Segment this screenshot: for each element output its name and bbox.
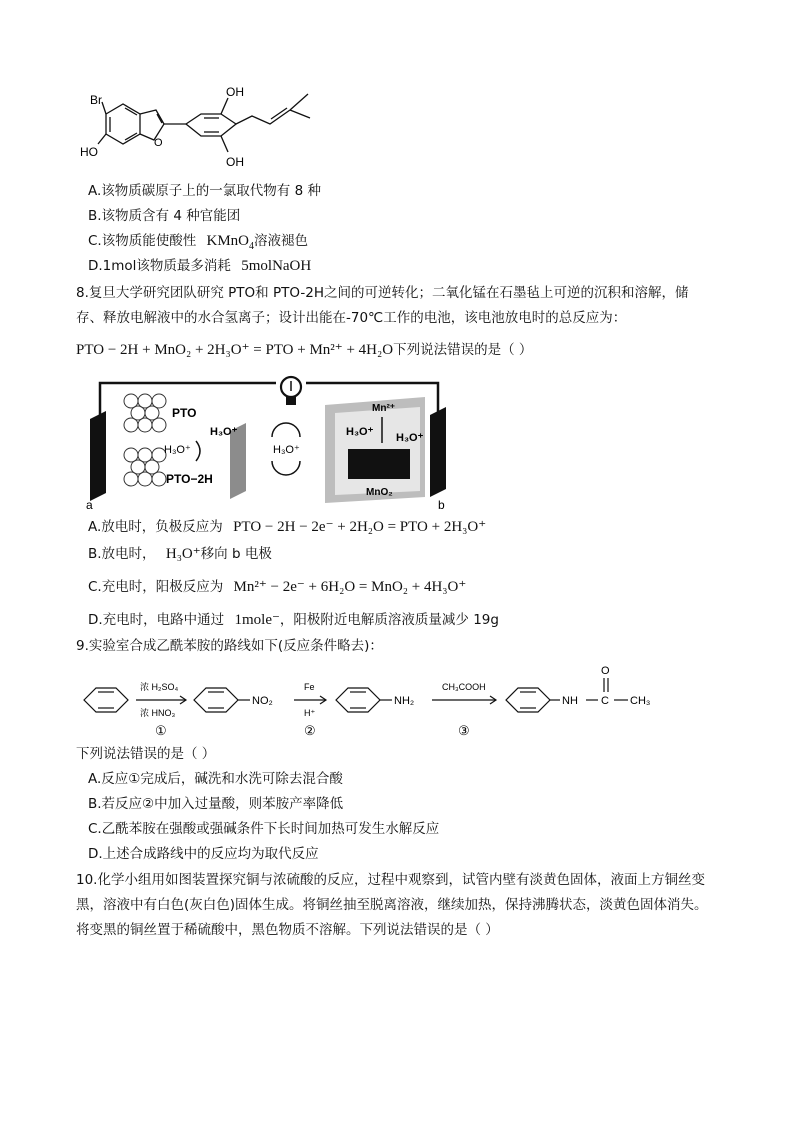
q9-option-b: B.若反应②中加入过量酸，则苯胺产率降低 xyxy=(88,796,344,812)
q8-stem-line-1: 8.复旦大学研究团队研究 PTO和 PTO-2H之间的可逆转化；二氧化锰在石墨毡上可逆的沉积和溶解，储 xyxy=(76,285,689,301)
pto2h-label: PTO−2H xyxy=(166,472,213,486)
q8-total-equation: PTO − 2H + MnO₂ + 2H₃O⁺ = PTO + Mn²⁺ + 4H₂O xyxy=(76,342,394,358)
electrode-a xyxy=(90,411,106,501)
nh-label: NH xyxy=(562,695,578,707)
step1-number: ① xyxy=(155,723,167,738)
q7-structure-figure xyxy=(76,84,336,174)
left-exchange-arrow-icon xyxy=(196,441,200,461)
q10-stem-line-3: 将变黑的铜丝置于稀硫酸中，黑色物质不溶解。下列说法错误的是（ ） xyxy=(76,922,499,938)
naoh-amount: 5molNaOH xyxy=(241,258,312,274)
q7-option-c-text: C.该物质能使酸性 xyxy=(88,233,197,249)
ch3-label: CH₃ xyxy=(630,695,651,707)
q8-option-c-equation: Mn²⁺ − 2e⁻ + 6H₂O = MnO₂ + 4H₃O⁺ xyxy=(233,579,467,595)
q10-stem-line-2: 黑，溶液中有白色(灰白色)固体生成。将铜丝抽至脱离溶液，继续加热，保持沸腾状态，淡黄色固体消失。 xyxy=(76,897,708,913)
q10-stem-line-1: 10.化学小组用如图装置探究铜与浓硫酸的反应，过程中观察到，试管内壁有淡黄色固体，液面上方铜丝变 xyxy=(76,872,705,888)
br-label: Br xyxy=(90,93,102,107)
h3o-middle-label: H₃O⁺ xyxy=(273,444,300,456)
step2-reagent-top: Fe xyxy=(304,682,315,692)
oh-top-label: OH xyxy=(226,85,244,99)
q7-option-a: A.该物质碳原子上的一氯取代物有 8 种 xyxy=(88,183,321,199)
q8-option-d: D.充电时，电路中通过 1mole⁻，阳极附近电解质溶液质量减少 19g xyxy=(88,612,499,628)
q7-option-c-tail: 溶液褪色 xyxy=(254,233,309,249)
q9-synthesis-route xyxy=(76,660,676,740)
step1-reagent-bottom: 浓 HNO₃ xyxy=(140,708,176,718)
q8-battery-diagram xyxy=(80,375,460,510)
q9-option-a: A.反应①完成后，碱洗和水洗可除去混合酸 xyxy=(88,771,343,787)
oh-bottom-label: OH xyxy=(226,155,244,169)
step2-reagent-bottom: H⁺ xyxy=(304,708,316,718)
carbonyl-c-label: C xyxy=(601,695,609,707)
q8-option-a: A.放电时，负极反应为 PTO − 2H − 2e⁻ + 2H₂O = PTO + 2H₃O⁺ xyxy=(88,519,487,535)
bulb-icon xyxy=(281,377,301,405)
step3-number: ③ xyxy=(458,723,470,738)
step3-reagent-top: CH₃COOH xyxy=(442,682,486,692)
q9-option-d: D.上述合成路线中的反应均为取代反应 xyxy=(88,846,319,862)
ho-label: HO xyxy=(80,145,98,159)
q8-stem-line-2: 存、释放电解液中的水合氢离子；设计出能在-70℃工作的电池，该电池放电时的总反应为： xyxy=(76,310,627,326)
q7-option-d-text: D.1mol该物质最多消耗 xyxy=(88,258,231,274)
pto-label: PTO xyxy=(172,406,197,420)
q8-option-a-equation: PTO − 2H − 2e⁻ + 2H₂O = PTO + 2H₃O⁺ xyxy=(233,519,487,535)
h3o-right2-label: H₃O⁺ xyxy=(396,432,424,444)
pto-molecule-icon xyxy=(124,394,166,432)
q9-option-c: C.乙酰苯胺在强酸或强碱条件下长时间加热可发生水解反应 xyxy=(88,821,440,837)
carbonyl-o-label: O xyxy=(601,665,610,677)
mno2-label: MnO₂ xyxy=(366,487,393,498)
q7-option-c xyxy=(88,232,308,256)
q7-option-d xyxy=(88,257,311,275)
kmno4-formula: KMnO$_4$ xyxy=(206,233,255,252)
h3o-left-label: H₃O⁺ xyxy=(164,444,191,456)
pto-2h-molecule-icon xyxy=(124,448,166,486)
electrode-a-label: a xyxy=(86,498,93,510)
q8-equation-line xyxy=(76,341,532,359)
h3o-right-label: H₃O⁺ xyxy=(346,426,374,438)
q9-stem: 9.实验室合成乙酰苯胺的路线如下(反应条件略去)： xyxy=(76,638,383,654)
mn2-label: Mn²⁺ xyxy=(372,403,396,414)
h3o-left-surface-label: H₃O⁺ xyxy=(210,426,238,438)
q8-question: 下列说法错误的是（ ） xyxy=(393,342,533,358)
q9-question: 下列说法错误的是（ ） xyxy=(76,746,216,762)
step1-reagent-top: 浓 H₂SO₄ xyxy=(140,682,179,692)
no2-label: NO₂ xyxy=(252,695,273,707)
furan-o-label: O xyxy=(154,137,163,149)
q8-option-b: B.放电时， H₃O⁺移向 b 电极 xyxy=(88,546,272,562)
q8-option-c: C.充电时，阳极反应为 Mn²⁺ − 2e⁻ + 6H₂O = MnO₂ + 4H₃O⁺ xyxy=(88,579,467,595)
nh2-label: NH₂ xyxy=(394,695,415,707)
q7-option-b: B.该物质含有 4 种官能团 xyxy=(88,208,241,224)
electron-amount: 1mole⁻ xyxy=(234,612,280,628)
step2-number: ② xyxy=(304,723,316,738)
electrode-b xyxy=(430,407,446,497)
h3o-ion: H₃O⁺ xyxy=(165,546,201,562)
mno2-deposit xyxy=(348,449,410,479)
middle-cycle-arrow-icon xyxy=(272,423,300,437)
electrode-b-label: b xyxy=(438,498,445,510)
